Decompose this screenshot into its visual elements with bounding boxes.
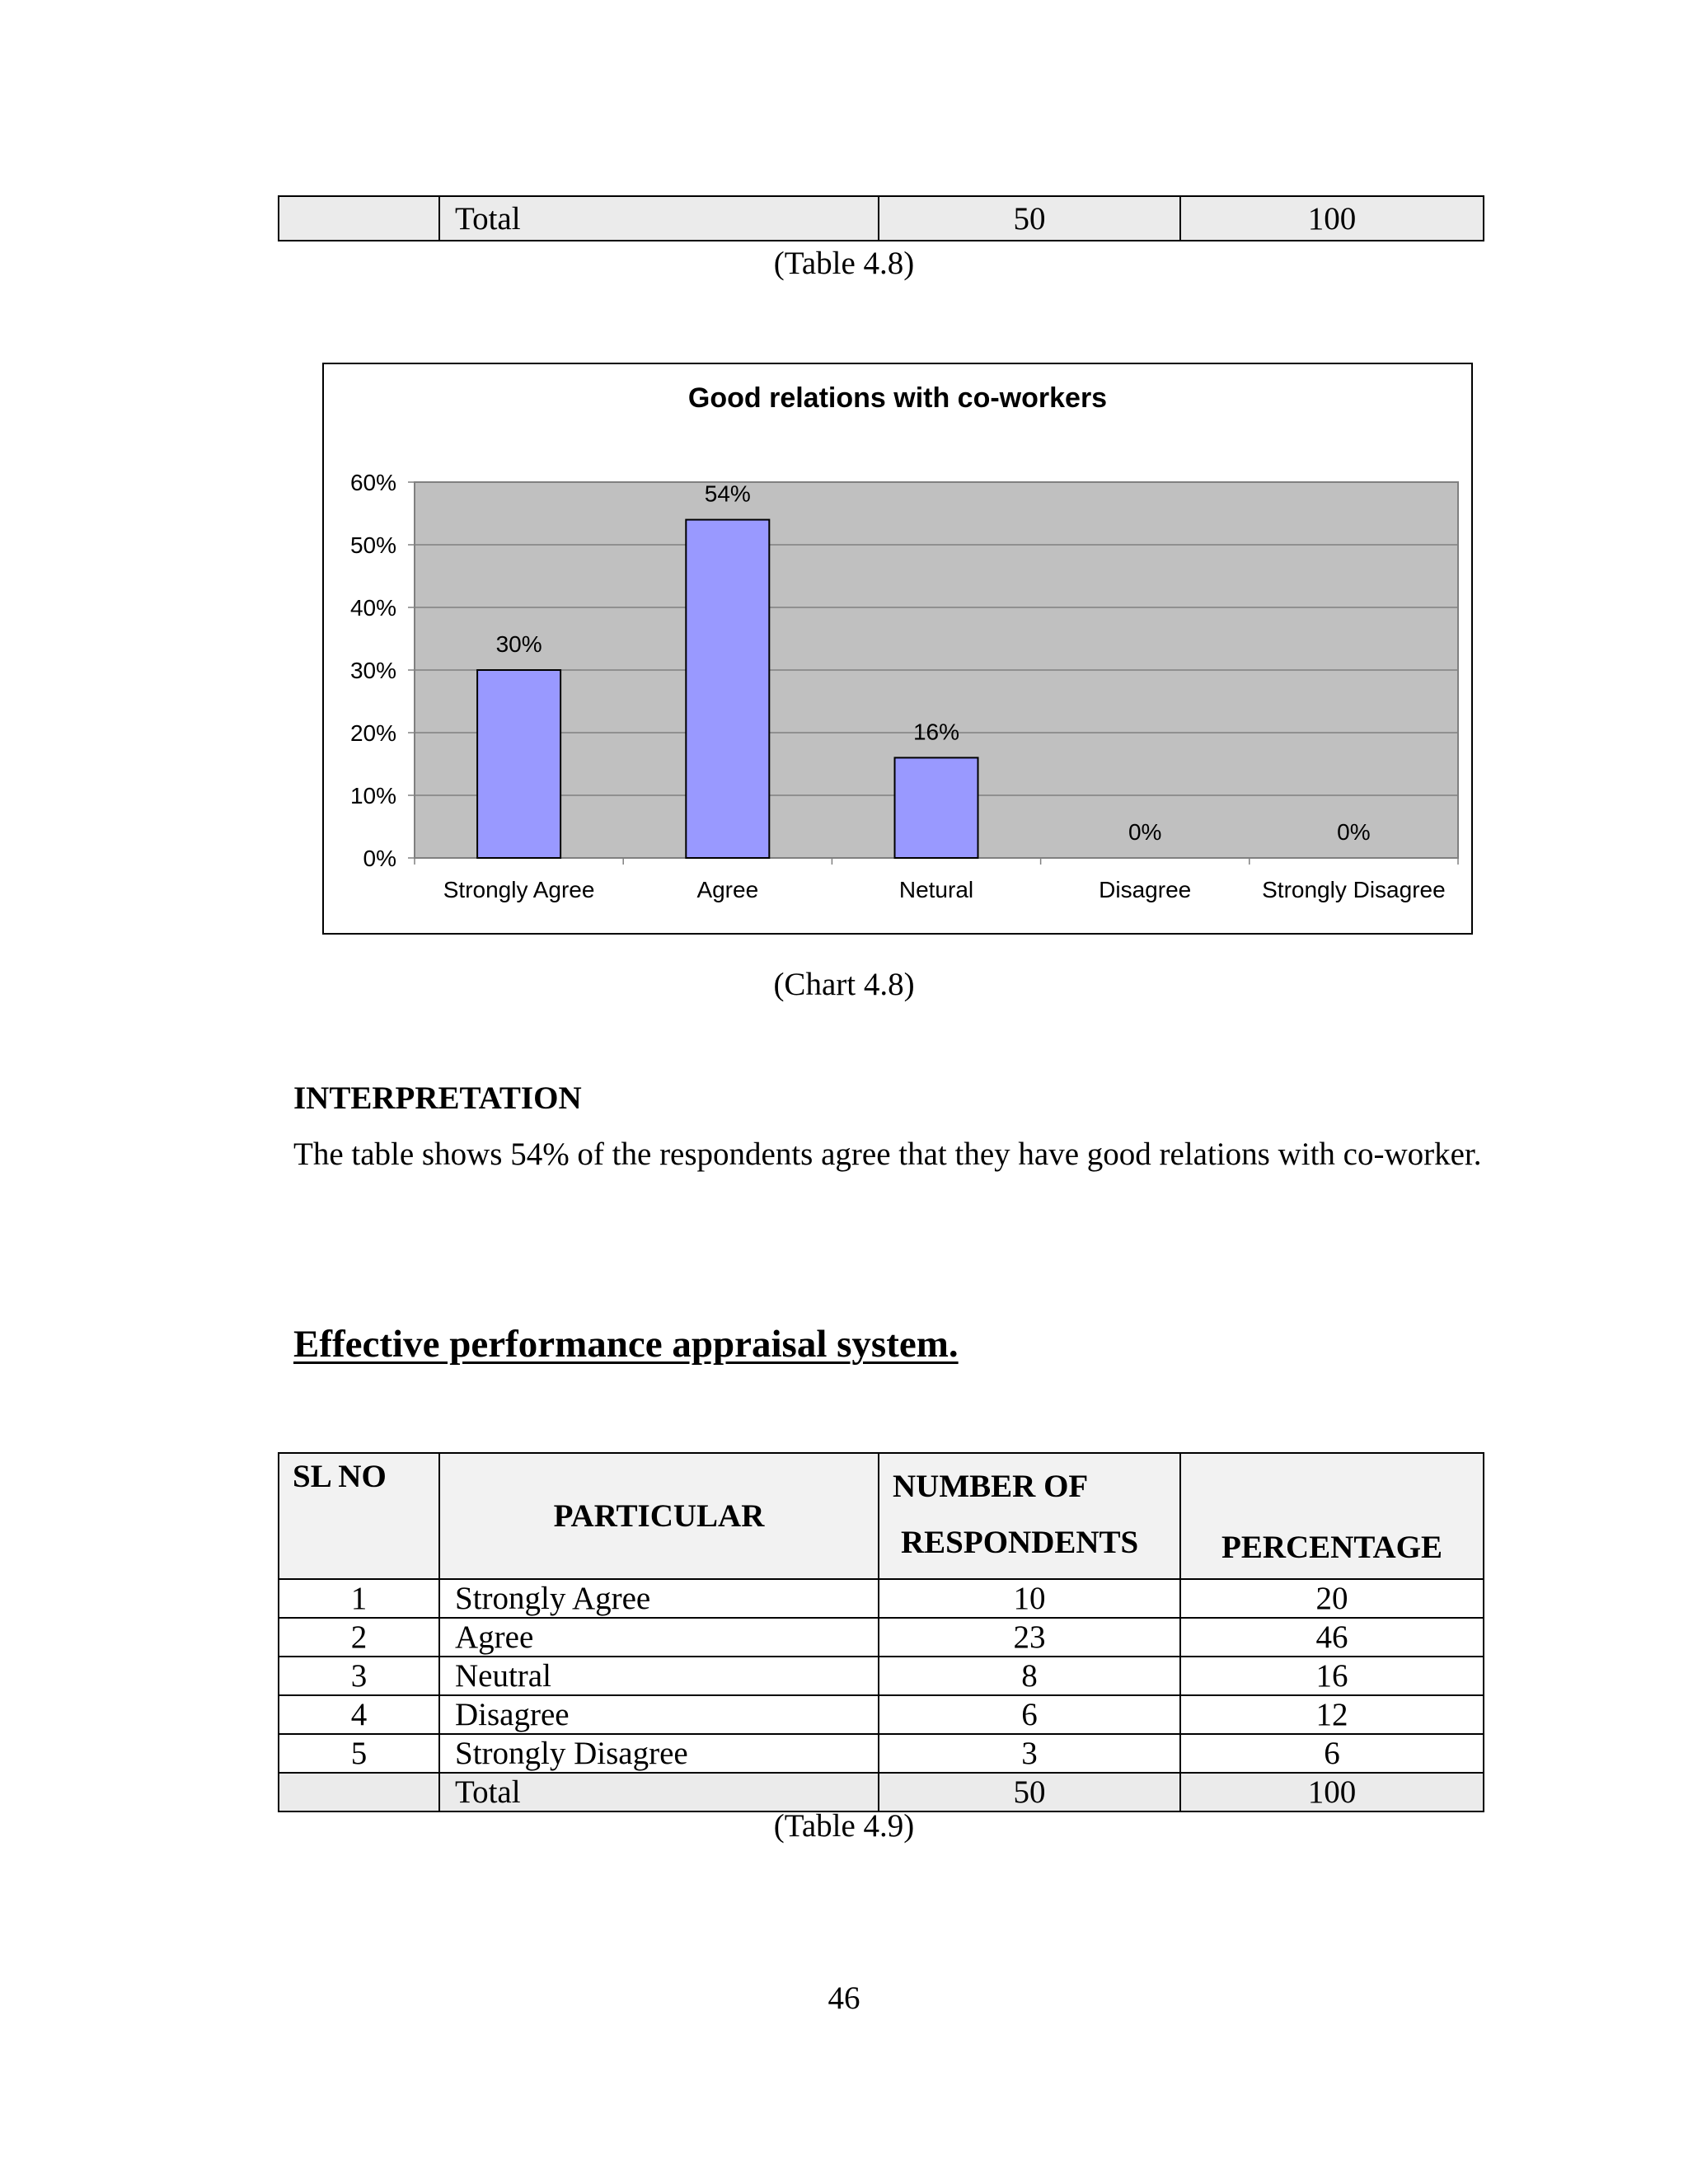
header-respondents-line1: NUMBER OF [893,1469,1089,1504]
header-particular: PARTICULAR [439,1453,879,1579]
respondents-cell: 10 [879,1579,1180,1618]
header-percentage: PERCENTAGE [1180,1453,1484,1579]
sl-cell: 4 [279,1695,439,1734]
table-row [279,1579,1484,1618]
chart-svg [324,364,1471,933]
table-4-9 [278,1452,1484,1812]
percentage-cell: 20 [1180,1579,1484,1618]
sl-cell: 2 [279,1618,439,1657]
particular-cell: Strongly Agree [439,1579,879,1618]
table-row-total [279,1773,1484,1811]
data-label: 54% [704,480,751,507]
table-4-8-total [278,195,1484,241]
y-tick-label: 10% [349,783,396,808]
respondents-cell: 6 [879,1695,1180,1734]
total-respondents-cell: 50 [879,1773,1180,1811]
bar [895,757,978,858]
particular-cell: Disagree [439,1695,879,1734]
percentage-cell: 16 [1180,1657,1484,1695]
total-percentage-cell: 100 [1180,196,1484,241]
total-percentage-cell: 100 [1180,1773,1484,1811]
respondents-cell: 3 [879,1734,1180,1773]
bar [477,670,560,858]
data-label: 0% [1128,819,1162,845]
chart-title: Good relations with co-workers [687,382,1108,414]
table-row-total [279,196,1484,241]
total-label-cell: Total [439,196,879,241]
x-tick-label: Agree [696,877,759,902]
interpretation-heading: INTERPRETATION [293,1080,582,1116]
data-label: 0% [1337,819,1371,845]
total-sl-cell [279,1773,439,1811]
y-tick-label: 50% [349,532,396,558]
x-tick-label: Disagree [1099,877,1192,902]
header-respondents-line2: RESPONDENTS [901,1525,1139,1560]
y-tick-label: 40% [349,595,396,621]
y-tick-label: 30% [349,658,396,683]
header-number-of-respondents [879,1453,1180,1579]
bar-chart [322,363,1473,935]
interpretation-text: The table shows 54% of the respondents agree that they have good relations with co-worker. [293,1137,1482,1172]
y-tick-label: 0% [363,846,396,871]
x-tick-label: Strongly Disagree [1262,877,1446,902]
table-row [279,1657,1484,1695]
table-row [279,1695,1484,1734]
y-tick-label: 60% [349,470,396,495]
table-row [279,1734,1484,1773]
table-row [279,1618,1484,1657]
y-tick-label: 20% [349,720,396,746]
data-label: 16% [912,719,960,745]
respondents-cell: 23 [879,1618,1180,1657]
header-sl-no: SL NO [279,1453,439,1579]
total-respondents-cell: 50 [879,196,1180,241]
x-tick-label: Netural [898,877,974,902]
sl-cell: 3 [279,1657,439,1695]
x-tick-label: Strongly Agree [443,877,595,902]
table-4-8-caption: (Table 4.8) [773,246,915,281]
data-label: 30% [495,631,542,657]
bar [686,520,769,858]
percentage-cell: 6 [1180,1734,1484,1773]
percentage-cell: 46 [1180,1618,1484,1657]
section-title: Effective performance appraisal system. [293,1323,959,1366]
page-number: 46 [828,1980,860,2016]
particular-cell: Neutral [439,1657,879,1695]
particular-cell: Agree [439,1618,879,1657]
table-4-9-caption: (Table 4.9) [773,1808,915,1844]
chart-4-8-caption: (Chart 4.8) [773,967,915,1002]
table-header-row [279,1453,1484,1579]
total-sl-cell [279,196,439,241]
sl-cell: 5 [279,1734,439,1773]
total-label-cell: Total [439,1773,879,1811]
percentage-cell: 12 [1180,1695,1484,1734]
particular-cell: Strongly Disagree [439,1734,879,1773]
respondents-cell: 8 [879,1657,1180,1695]
sl-cell: 1 [279,1579,439,1618]
